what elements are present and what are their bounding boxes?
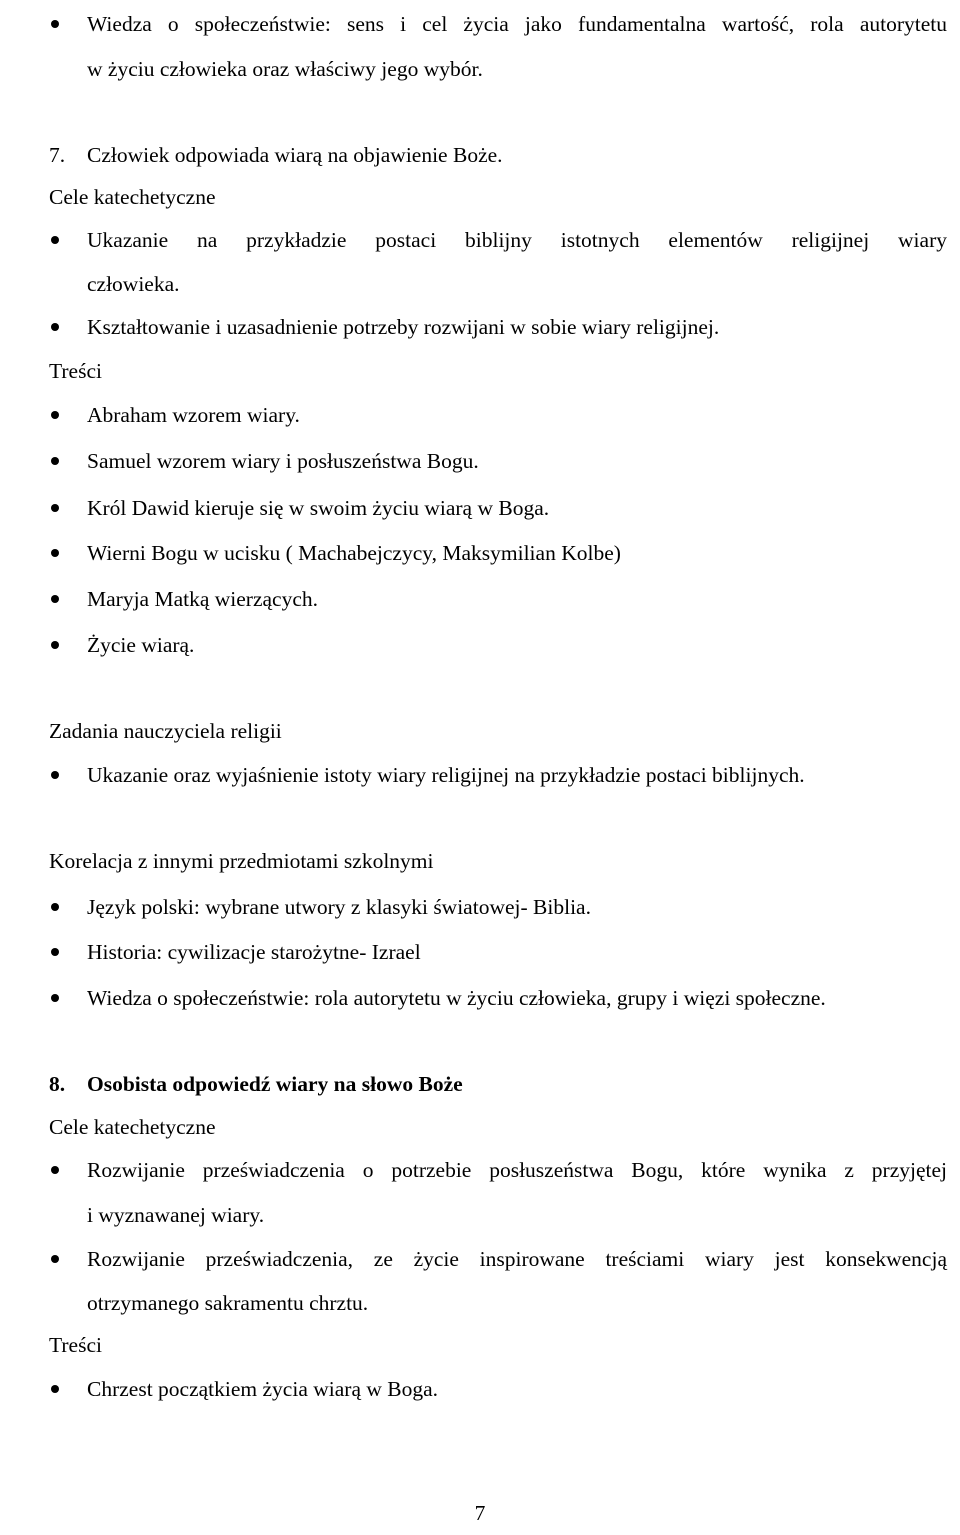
section-title: Osobista odpowiedź wiary na słowo Boże xyxy=(87,1072,463,1096)
text-line: Rozwijanie przeświadczenia o potrzebie posłuszeństwa Bogu, które wynika z przyjętej xyxy=(87,1158,947,1182)
bullet-icon xyxy=(51,323,59,331)
bullet-icon xyxy=(51,549,59,557)
subheading: Treści xyxy=(49,1333,102,1357)
bullet-icon xyxy=(51,20,59,28)
text-line: Wiedza o społeczeństwie: sens i cel życia jako fundamentalna wartość, rola autorytetu xyxy=(87,12,947,36)
bullet-icon xyxy=(51,504,59,512)
list-item: Wiedza o społeczeństwie: rola autorytetu w życiu człowieka, grupy i więzi społeczne. xyxy=(87,986,826,1010)
subheading: Cele katechetyczne xyxy=(49,185,216,209)
list-item: Historia: cywilizacje starożytne- Izrael xyxy=(87,940,421,964)
text-line: otrzymanego sakramentu chrztu. xyxy=(87,1291,369,1315)
section-title: Człowiek odpowiada wiarą na objawienie Boże. xyxy=(87,143,503,167)
bullet-icon xyxy=(51,595,59,603)
list-item: Wierni Bogu w ucisku ( Machabejczycy, Maksymilian Kolbe) xyxy=(87,541,621,565)
bullet-icon xyxy=(51,1255,59,1263)
text-line: w życiu człowieka oraz właściwy jego wybór. xyxy=(87,57,483,81)
text-line: człowieka. xyxy=(87,272,180,296)
subheading: Korelacja z innymi przedmiotami szkolnymi xyxy=(49,849,434,873)
list-item: Język polski: wybrane utwory z klasyki światowej- Biblia. xyxy=(87,895,591,919)
section-number: 8. xyxy=(49,1072,66,1096)
list-item: Król Dawid kieruje się w swoim życiu wiarą w Boga. xyxy=(87,496,550,520)
bullet-icon xyxy=(51,457,59,465)
bullet-icon xyxy=(51,948,59,956)
bullet-icon xyxy=(51,903,59,911)
bullet-icon xyxy=(51,1385,59,1393)
list-item: Maryja Matką wierzących. xyxy=(87,587,319,611)
list-item: Abraham wzorem wiary. xyxy=(87,403,300,427)
subheading: Zadania nauczyciela religii xyxy=(49,719,282,743)
text-line: i wyznawanej wiary. xyxy=(87,1203,265,1227)
list-item: Ukazanie oraz wyjaśnienie istoty wiary religijnej na przykładzie postaci biblijnych. xyxy=(87,763,805,787)
subheading: Cele katechetyczne xyxy=(49,1115,216,1139)
text-line: Kształtowanie i uzasadnienie potrzeby rozwijani w sobie wiary religijnej. xyxy=(87,315,720,339)
bullet-icon xyxy=(51,1166,59,1174)
text-line: Rozwijanie przeświadczenia, ze życie inspirowane treściami wiary jest konsekwencją xyxy=(87,1247,947,1271)
bullet-icon xyxy=(51,771,59,779)
page-number: 7 xyxy=(474,1501,486,1525)
list-item: Samuel wzorem wiary i posłuszeństwa Bogu. xyxy=(87,449,479,473)
list-item: Chrzest początkiem życia wiarą w Boga. xyxy=(87,1377,439,1401)
list-item: Życie wiarą. xyxy=(87,633,195,657)
bullet-icon xyxy=(51,236,59,244)
bullet-icon xyxy=(51,994,59,1002)
subheading: Treści xyxy=(49,359,102,383)
text-line: Ukazanie na przykładzie postaci biblijny istotnych elementów religijnej wiary xyxy=(87,228,947,252)
bullet-icon xyxy=(51,411,59,419)
bullet-icon xyxy=(51,641,59,649)
section-number: 7. xyxy=(49,143,66,167)
